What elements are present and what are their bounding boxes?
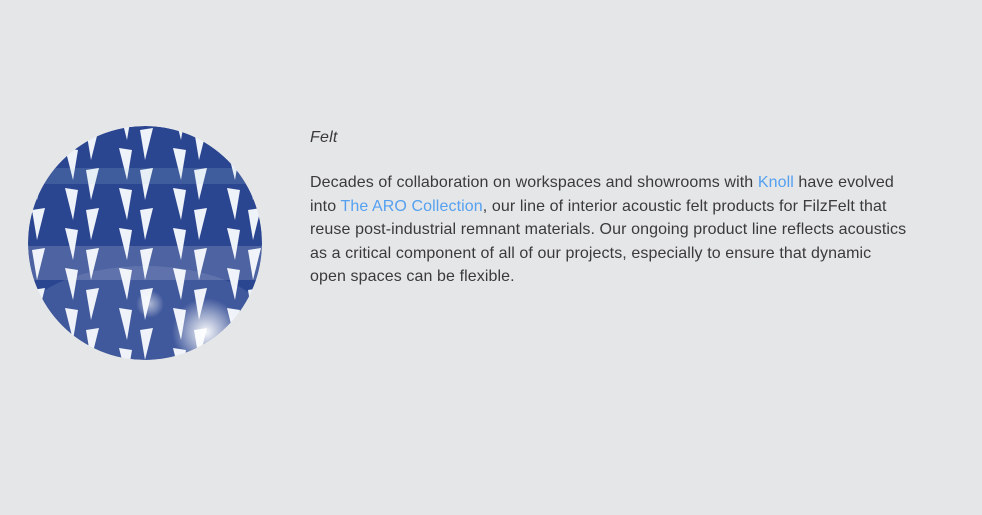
paragraph-line <box>310 242 970 266</box>
knoll-link[interactable]: Knoll <box>757 174 794 191</box>
paragraph-line <box>310 265 970 289</box>
aro-collection-link[interactable]: The ARO Collection <box>340 197 483 215</box>
felt-pattern-illustration <box>28 126 262 360</box>
paragraph-text: have evolved <box>793 174 894 191</box>
paragraph-line <box>310 218 970 242</box>
paragraph-text: open spaces can be flexible. <box>310 268 515 285</box>
paragraph-text: into <box>310 197 341 215</box>
paragraph-text: reuse post-industrial remnant materials. Our ongoing product line reflects acoustics <box>310 221 907 238</box>
paragraph-text: as a critical component of all of our projects, especially to ensure that dynamic <box>310 244 872 262</box>
project-description-block <box>310 126 970 289</box>
paragraph-text: Decades of collaboration on workspaces and showrooms with <box>310 174 758 191</box>
description-paragraph <box>310 171 970 289</box>
paragraph-line <box>310 195 970 219</box>
paragraph-line <box>310 171 970 195</box>
project-title: Felt <box>310 129 338 146</box>
paragraph-text: , our line of interior acoustic felt products for FilzFelt that <box>482 197 887 215</box>
felt-pattern-photo <box>28 126 262 360</box>
